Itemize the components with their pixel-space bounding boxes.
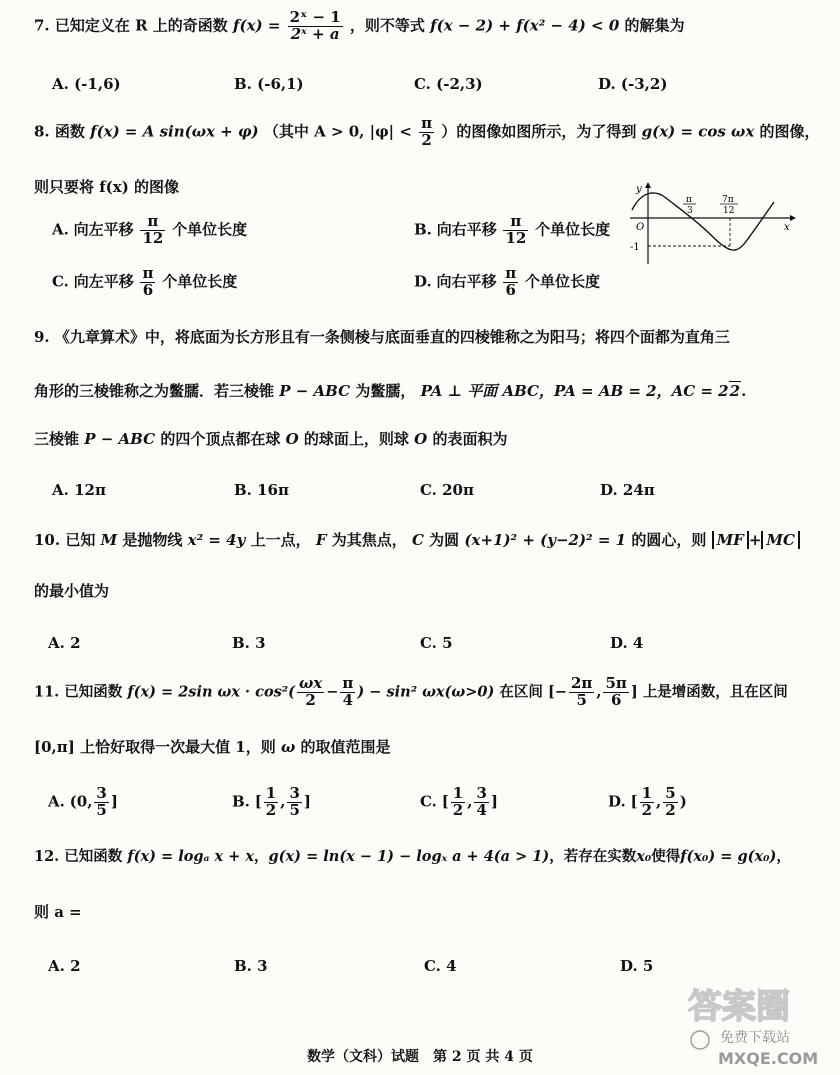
q9-option-a[interactable]: A. 12π <box>52 481 106 499</box>
tick1-num: π <box>686 195 692 205</box>
q10-line1: 10. 已知 M 是抛物线 x² = 4y 上一点， F 为其焦点， C 为圆 (x+1)² + (y−2)² = 1 的圆心，则 MF + MC <box>34 531 828 549</box>
y-axis-arrow <box>645 182 651 188</box>
watermark-small-text: 免费下载站 <box>720 1030 790 1046</box>
q8-option-d[interactable]: D. 向右平移 $\frac{\pi}{6}$ 个单位长度 <box>414 264 601 299</box>
q8-option-a[interactable]: A. 向左平移 $\frac{\pi}{12}$ 个单位长度 <box>52 212 248 247</box>
q10-option-c[interactable]: C. 5 <box>420 634 453 652</box>
q12-option-d[interactable]: D. 5 <box>620 957 654 975</box>
q8-stem: 8. 函数 f(x) = A sin(ωx + φ) （其中 A > 0, |φ| < $\frac{\pi}{2}$ ）的图像如图所示，为了得到 g(x) = cos ωx 的图像， <box>34 114 820 149</box>
origin-label: O <box>636 222 645 233</box>
q7-option-b[interactable]: B. (-6,1) <box>234 75 304 93</box>
tick2-num: 7π <box>722 195 734 205</box>
q7-stem: 7. 已知定义在 R 上的奇函数 f(x) = $\frac{\text{2ˣ − 1}}{\text{2ˣ + a}}$ ，则不等式 f(x − 2) + f(x² − 4) < 0 的解集为 <box>34 8 685 43</box>
q8-option-b[interactable]: B. 向右平移 $\frac{\pi}{12}$ 个单位长度 <box>414 212 611 247</box>
y-axis-label: y <box>636 184 642 195</box>
q11-option-a[interactable]: A. (0, $\frac{3}{5}$ ] <box>48 784 118 819</box>
q11-option-c[interactable]: C. [ $\frac{1}{2}$ , $\frac{3}{4}$ ] <box>420 784 499 819</box>
sine-curve <box>632 193 774 250</box>
tick2-den: 12 <box>723 206 735 216</box>
q9-line1: 9. 《九章算术》中，将底面为长方形且有一条侧棱与底面垂直的四棱锥称之为阳马；将四个面都为直角三 <box>34 328 730 346</box>
q11-option-b[interactable]: B. [ $\frac{1}{2}$ , $\frac{3}{5}$ ] <box>232 784 312 819</box>
q11-line1: 11. 已知函数 f(x) = 2sin ωx · cos²( $\frac{\omega x}{2}$ − $\frac{\pi}{4}$ ) − sin² ωx(ω>0) 在区间 [− $\frac{2\pi}{5}$ , $\frac{5\pi}{6}$ ] 上是增函数，且在区间 <box>34 674 788 709</box>
q11-line2: [0,π] 上恰好取得一次最大值 1，则 ω 的取值范围是 <box>34 738 391 756</box>
q10-line2: 的最小值为 <box>34 582 110 600</box>
q12-line2: 则 a = <box>34 903 82 921</box>
tick1-den: 3 <box>687 206 693 216</box>
x-axis-label: x <box>784 222 790 233</box>
q9-option-b[interactable]: B. 16π <box>234 481 289 499</box>
q10-option-b[interactable]: B. 3 <box>232 634 266 652</box>
q9-line2: 角形的三棱锥称之为鳖臑．若三棱锥 P − ABC 为鳖臑， PA ⊥ 平面 ABC，PA = AB = 2，AC = 22. <box>34 382 747 400</box>
wechat-icon <box>691 1031 709 1049</box>
q8-line2: 则只要将 f(x) 的图像 <box>34 178 180 196</box>
q12-option-a[interactable]: A. 2 <box>48 957 81 975</box>
q8-option-c[interactable]: C. 向左平移 $\frac{\pi}{6}$ 个单位长度 <box>52 264 238 299</box>
q7-option-a[interactable]: A. (-1,6) <box>52 75 121 93</box>
x-axis-arrow <box>790 215 796 221</box>
page-footer: 数学（文科）试题 第 2 页 共 4 页 <box>307 1049 533 1065</box>
q7-option-d[interactable]: D. (-3,2) <box>598 75 668 93</box>
min-label: -1 <box>630 242 640 253</box>
q12-option-c[interactable]: C. 4 <box>424 957 457 975</box>
q12-line1: 12. 已知函数 f(x) = logₐ x + x，g(x) = ln(x − 1) − logₓ a + 4(a > 1)，若存在实数x₀使得f(x₀) = g(x₀)， <box>34 848 791 865</box>
q9-line3: 三棱锥 P − ABC 的四个顶点都在球 O 的球面上，则球 O 的表面积为 <box>34 430 508 448</box>
q7-fraction: $\frac{\text{2ˣ − 1}}{\text{2ˣ + a}}$ <box>289 8 341 43</box>
watermark-big-text: 答案圈 <box>688 987 790 1027</box>
watermark-logo <box>680 978 830 1070</box>
q8-sine-graph <box>626 180 798 266</box>
q7-option-c[interactable]: C. (-2,3) <box>414 75 483 93</box>
q10-option-a[interactable]: A. 2 <box>48 634 81 652</box>
q10-option-d[interactable]: D. 4 <box>610 634 644 652</box>
q11-option-d[interactable]: D. [ $\frac{1}{2}$ , $\frac{5}{2}$ ) <box>608 784 687 819</box>
q9-option-d[interactable]: D. 24π <box>600 481 655 499</box>
q9-option-c[interactable]: C. 20π <box>420 481 474 499</box>
q12-option-b[interactable]: B. 3 <box>234 957 268 975</box>
watermark-url: MXQE.COM <box>718 1049 819 1068</box>
